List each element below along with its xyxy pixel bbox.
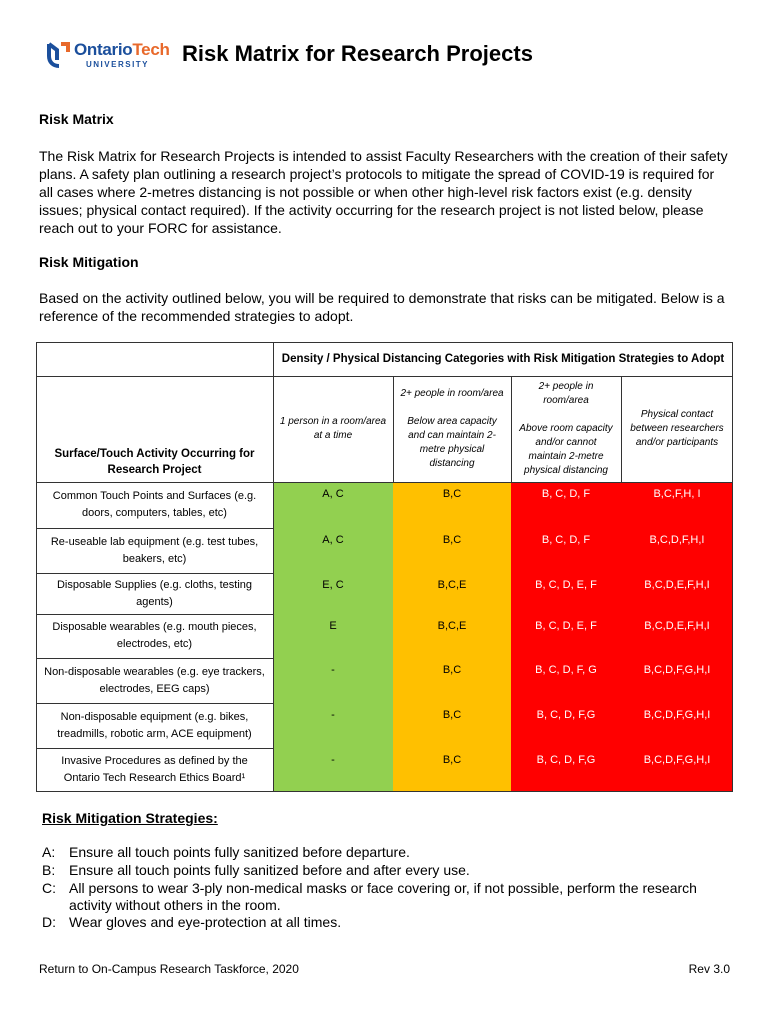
table-border bbox=[36, 376, 273, 377]
ontario-tech-logo bbox=[46, 40, 176, 74]
strategy-cell bbox=[273, 528, 393, 573]
strategy-cell bbox=[273, 703, 393, 748]
strategy-key: D: bbox=[42, 914, 56, 930]
strategy-cell bbox=[273, 482, 393, 528]
table-border bbox=[621, 376, 622, 482]
strategy-cell-text: - bbox=[331, 754, 335, 766]
strategy-cell bbox=[621, 614, 733, 658]
logo-text-accent: Tech bbox=[132, 40, 170, 59]
activity-cell-text: Non-disposable equipment (e.g. bikes, treadmills, robotic arm, ACE equipment) bbox=[57, 710, 252, 740]
strategy-text: Ensure all touch points fully sanitized before departure. bbox=[69, 844, 410, 860]
strategy-cell-text: B, C, D, E, F bbox=[535, 620, 597, 632]
strategy-cell-text: E bbox=[329, 620, 337, 632]
activity-cell-text: Common Touch Points and Surfaces (e.g. doors, computers, tables, etc) bbox=[52, 490, 257, 519]
table-border bbox=[36, 482, 273, 483]
table-border bbox=[36, 748, 273, 749]
table-row-header bbox=[36, 376, 273, 482]
strategy-cell bbox=[511, 528, 621, 573]
table-border bbox=[36, 658, 273, 659]
logo-subtext: UNIVERSITY bbox=[86, 60, 150, 69]
strategy-cell bbox=[273, 658, 393, 703]
table-border bbox=[732, 342, 733, 792]
activity-cell-text: Invasive Procedures as defined by the Ontario Tech Research Ethics Board¹ bbox=[61, 755, 248, 784]
strategy-cell-text: B,C,E bbox=[437, 620, 467, 632]
table-border bbox=[273, 376, 733, 377]
activity-cell-text: Disposable Supplies (e.g. cloths, testing agents) bbox=[56, 578, 253, 608]
strategy-cell bbox=[393, 703, 511, 748]
table-border bbox=[273, 482, 733, 483]
strategy-cell-text: B, C, D, E, F bbox=[535, 579, 597, 591]
strategy-cell-text: - bbox=[331, 709, 335, 721]
strategy-item bbox=[42, 862, 702, 879]
section-body: Based on the activity outlined below, you will be required to demonstrate that risks can be mitigated. Below is a reference of the recommended strategies to adopt. bbox=[39, 290, 725, 324]
strategy-item bbox=[42, 880, 702, 914]
column-header-text: 2+ people in room/area Below area capacity and can maintain 2-metre physical distancing bbox=[400, 388, 504, 469]
strategy-cell bbox=[511, 703, 621, 748]
strategy-cell-text: - bbox=[331, 664, 335, 676]
activity-cell bbox=[36, 614, 273, 658]
strategy-cell-text: B,C bbox=[442, 754, 462, 766]
column-header bbox=[393, 376, 511, 482]
strategy-cell-text: B,C bbox=[442, 534, 462, 546]
strategy-cell-text: B,C,D,F,G,H,I bbox=[643, 754, 711, 766]
strategy-cell bbox=[393, 528, 511, 573]
table-border bbox=[393, 376, 394, 482]
strategy-cell-text: B,C bbox=[442, 709, 462, 721]
strategy-text: Ensure all touch points fully sanitized before and after every use. bbox=[69, 862, 470, 878]
table-border bbox=[36, 342, 37, 792]
table-border bbox=[36, 791, 733, 792]
column-header bbox=[621, 376, 733, 482]
strategy-cell bbox=[511, 482, 621, 528]
strategy-cell bbox=[621, 658, 733, 703]
table-border bbox=[36, 342, 733, 343]
table-border bbox=[36, 703, 273, 704]
strategy-cell-text: B,C,D,F,H,I bbox=[649, 534, 705, 546]
strategy-cell-text: B,C bbox=[442, 664, 462, 676]
strategy-cell bbox=[273, 614, 393, 658]
table-border bbox=[36, 614, 273, 615]
table-row-header-text: Surface/Touch Activity Occurring for Research Project bbox=[54, 448, 255, 476]
activity-cell bbox=[36, 528, 273, 573]
strategy-cell bbox=[511, 614, 621, 658]
column-header bbox=[273, 376, 393, 482]
activity-cell bbox=[36, 703, 273, 748]
strategy-text: All persons to wear 3-ply non-medical masks or face covering or, if not possible, perform the research activity without others in the room. bbox=[69, 880, 697, 913]
strategy-cell-text: B,C,D,F,G,H,I bbox=[643, 709, 711, 721]
strategy-cell-text: B, C, D, F bbox=[541, 488, 591, 500]
strategy-cell bbox=[393, 573, 511, 614]
table-top-header-text: Density / Physical Distancing Categories with Risk Mitigation Strategies to Adopt bbox=[281, 353, 725, 365]
strategy-cell-text: A, C bbox=[322, 488, 344, 500]
footer-left: Return to On-Campus Research Taskforce, 2020 bbox=[39, 962, 299, 976]
strategy-key: A: bbox=[42, 844, 56, 860]
table-top-header bbox=[273, 342, 733, 376]
strategy-cell bbox=[621, 573, 733, 614]
column-header-text: Physical contact between researchers and/or participants bbox=[630, 409, 724, 448]
strategy-cell-text: B,C,D,F,G,H,I bbox=[643, 664, 711, 676]
strategy-item bbox=[42, 844, 702, 861]
strategy-cell bbox=[273, 748, 393, 792]
strategy-cell-text: B,C bbox=[442, 488, 462, 500]
activity-cell-text: Non-disposable wearables (e.g. eye trackers, electrodes, EEG caps) bbox=[44, 665, 265, 695]
activity-cell bbox=[36, 482, 273, 528]
logo-mark-icon bbox=[46, 40, 72, 70]
strategy-cell bbox=[393, 614, 511, 658]
strategy-cell bbox=[393, 658, 511, 703]
strategy-cell-text: B,C,D,E,F,H,I bbox=[644, 620, 710, 632]
strategy-key: C: bbox=[42, 880, 56, 896]
strategies-heading: Risk Mitigation Strategies: bbox=[42, 810, 218, 826]
strategy-cell-text: B,C,F,H, I bbox=[653, 488, 701, 500]
strategy-cell-text: E, C bbox=[322, 579, 344, 591]
strategy-cell-text: B, C, D, F bbox=[541, 534, 591, 546]
table-border bbox=[36, 528, 273, 529]
strategy-key: B: bbox=[42, 862, 56, 878]
strategy-cell-text: B,C,D,E,F,H,I bbox=[644, 579, 710, 591]
strategy-cell bbox=[393, 748, 511, 792]
strategy-cell-text: B, C, D, F, G bbox=[535, 664, 597, 676]
strategy-cell-text: B, C, D, F,G bbox=[536, 754, 596, 766]
table-border bbox=[273, 342, 274, 792]
column-header bbox=[511, 376, 621, 482]
section-body: The Risk Matrix for Research Projects is intended to assist Faculty Researchers with the creation of their safety plans. A safety plan outlining a research project’s protocols to mitigate the spread of COVID-19 is required for all cases where 2-metres distancing is not possible or when other high-level risk factors exist (e.g. density issues; physical contact required). If the activity occurring for the research project is not listed below, please reach out to your FORC for assistance. bbox=[39, 148, 728, 236]
strategy-cell-text: B,C,E bbox=[437, 579, 467, 591]
strategy-cell bbox=[621, 748, 733, 792]
activity-cell bbox=[36, 748, 273, 792]
section-heading: Risk Mitigation bbox=[39, 254, 139, 270]
section-heading: Risk Matrix bbox=[39, 111, 114, 127]
strategy-cell bbox=[511, 573, 621, 614]
strategy-cell bbox=[621, 703, 733, 748]
strategy-cell bbox=[393, 482, 511, 528]
strategy-text: Wear gloves and eye-protection at all times. bbox=[69, 914, 342, 930]
column-header-text: 2+ people in room/area Above room capacity and/or cannot maintain 2-metre physical distancing bbox=[519, 381, 613, 476]
activity-cell-text: Disposable wearables (e.g. mouth pieces, electrodes, etc) bbox=[52, 621, 257, 650]
strategy-item bbox=[42, 914, 702, 931]
table-border bbox=[511, 376, 512, 482]
activity-cell bbox=[36, 658, 273, 703]
table-border bbox=[36, 573, 273, 574]
column-header-text: 1 person in a room/area at a time bbox=[279, 416, 387, 441]
strategy-cell-text: B, C, D, F,G bbox=[536, 709, 596, 721]
strategy-cell bbox=[511, 748, 621, 792]
activity-cell bbox=[36, 573, 273, 614]
footer-right: Rev 3.0 bbox=[688, 962, 730, 976]
strategy-cell bbox=[621, 482, 733, 528]
activity-cell-text: Re-useable lab equipment (e.g. test tubes, beakers, etc) bbox=[50, 535, 259, 565]
strategy-cell bbox=[273, 573, 393, 614]
strategy-cell bbox=[511, 658, 621, 703]
page-title: Risk Matrix for Research Projects bbox=[182, 41, 533, 66]
strategy-cell bbox=[621, 528, 733, 573]
strategy-cell-text: A, C bbox=[322, 534, 344, 546]
logo-text: Ontario bbox=[74, 40, 133, 59]
